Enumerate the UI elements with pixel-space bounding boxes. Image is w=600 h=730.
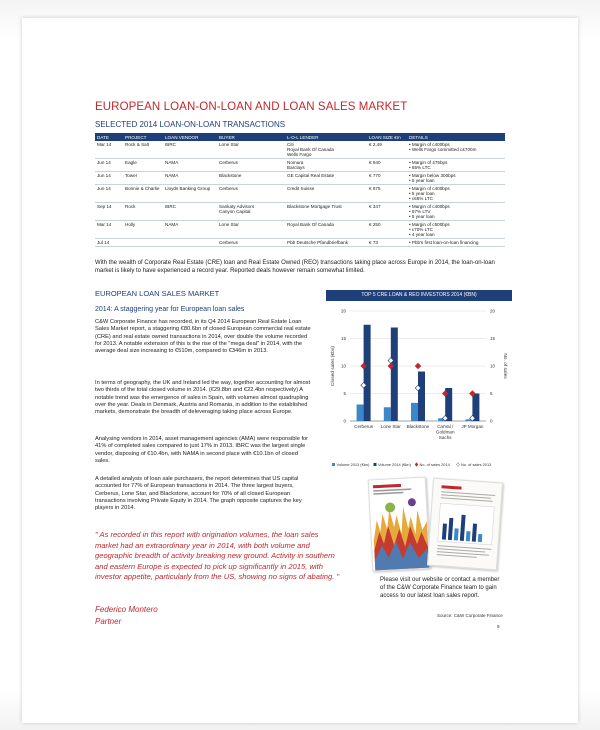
cell-line: Barclays [287,165,305,170]
chart-title: TOP 5 CRE LOAN & REO INVESTORS 2014 (€BN) [326,290,512,301]
table-row [95,141,505,159]
cell-details [407,239,505,247]
section-heading: EUROPEAN LOAN SALES MARKET [95,289,220,298]
cell-buyer: Cerberus [217,185,285,203]
cell-size: € 250 [367,221,407,239]
cell-project: Bonnie & Charlie [123,185,163,203]
cell-lender [285,159,367,172]
cell-line: Blackstone Mortgage Trust [287,204,342,209]
cell-line: • 65% LTC [409,165,431,170]
table-header-row [95,133,505,141]
bar-0-1 [384,407,391,421]
cell-vendor: NAMA [163,172,217,185]
bar-0-0 [357,405,364,422]
cell-details [407,221,505,239]
cell-line: • Pbb's first loan-on-loan financing [409,240,479,245]
cell-project: Rock & Salt [123,141,163,159]
cell-size: € 940 [367,159,407,172]
paragraph-2: In terms of geography, the UK and Ireland led the way, together accounting for almost two thirds of the total closed volume in 2014. (€29.8bn and €22.4bn respectively) A notable trend was the emergence of sales in Spain, with volumes almost quadrupling over the year. Deals in Denmark, Austria and Romania, in addition to the established markets, demonstrate the breadth of deleveraging taking place across Europe. [95,380,311,416]
cell-line: Royal Bank Of Canada [287,147,334,152]
cell-project: Holly [123,221,163,239]
y2-tick-label: 10 [490,363,496,369]
cell-line: Nomura [287,160,304,165]
cell-details [407,159,505,172]
cell-buyer: Cerberus [217,239,285,247]
cell-line: Royal Bank Of Canada [287,222,334,227]
table-row [95,203,505,221]
cell-date: Jun 14 [95,172,123,185]
cell-line: • Margin of c400bps [409,186,450,191]
cell-line: • 57% LTV [409,209,431,214]
cell-date: Mar 14 [95,141,123,159]
y-tick-label: 15 [340,336,346,341]
cell-vendor: IBRC [163,203,217,221]
y2-axis-label: No. of sales [502,353,507,379]
cell-details [407,185,505,203]
bar-1-0 [364,325,371,421]
deal-summary-text: With the wealth of Corporate Real Estate (CRE) loan and Real Estate Owned (REO) transactions taking place across Europe in 2014, the loan-on-loan market is likely to have experienced a record year. Reported deals however remain somewhat limited. [95,260,495,274]
report-page-illustration [428,479,503,571]
cell-line: Canyon Capital [219,209,251,214]
cell-line: Sankaty Advisors [219,204,255,209]
cell-line: • Margin of c500bps [409,222,450,227]
header-loan-size: LOAN SIZE €m [367,133,407,141]
cell-details [407,203,505,221]
report-cover-right [427,478,503,571]
section-subheading: 2014: A staggering year for European loan sales [95,306,245,313]
header-date: DATE [95,133,123,141]
cell-vendor: NAMA [163,221,217,239]
y2-tick-label: 15 [490,336,496,341]
header-project: PROJECT [123,133,163,141]
x-tick-label: Sachs [438,435,452,440]
legend-entry-3: No. of sales 2013 [461,462,492,467]
cell-size: € 770 [367,172,407,185]
cell-project: Eagle [123,159,163,172]
cell-line: • 5 year loan [409,178,435,183]
investors-chart [326,290,512,470]
cell-buyer: Blackstone [217,172,285,185]
cell-line: GE Capital Real Estate [287,173,335,178]
table-row [95,185,505,203]
table-row [95,172,505,185]
cell-project: Rock [123,203,163,221]
cell-buyer: Lone Star [217,141,285,159]
chart-plot [326,301,512,470]
paragraph-4: A detailed analysis of loan sale purchasers, the report determines that US capital accounted for 77% of European transactions in 2014. The three largest buyers, Cerberus, Lone Star, and Blackstone, account for 70% of all closed European transactions involving Private Equity in 2014. The graph opposite captures the key players in 2014. [95,476,302,512]
cell-lender [285,239,367,247]
header-details: DETAILS [407,133,505,141]
cell-line: Citi [287,142,294,147]
cell-size: € 675 [367,185,407,203]
cell-line: • Wells Fargo committed c£700m [409,147,477,152]
cell-date: Jun 14 [95,185,123,203]
pull-quote: " As recorded in this report with origination volumes, the loan sales market had an extraordinary year in 2014, with both volume and geographic breadth of activity breaking new ground. Activity in southern and eastern Europe is expected to pick up significantly in 2015, with investor appetite, particularly from the US, showing no signs of abating. " [95,530,340,581]
legend-swatch-1 [374,463,377,466]
table-row [95,239,505,247]
x-tick-label: Cerberus [354,424,374,429]
cell-line: Credit Suisse [287,186,315,191]
y-tick-label: 20 [340,308,346,314]
x-tick-label: Goldman [435,429,455,435]
cell-project: Tower [123,172,163,185]
cell-vendor: NAMA [163,159,217,172]
header-loan-vendor: LOAN VENDOR [163,133,217,141]
cell-date: Sep 14 [95,203,123,221]
legend-entry-1: Volume 2014 (€bn) [378,462,411,467]
legend-swatch-3 [457,463,460,467]
marker-2-2 [415,363,421,369]
cell-size: € 73 [367,239,407,247]
cell-size: € 347 [367,203,407,221]
y2-tick-label: 0 [490,418,493,424]
cell-date: Mar 14 [95,221,123,239]
cell-buyer [217,203,285,221]
legend-entry-2: No. of sales 2014 [419,462,450,467]
page-number: 9 [497,624,500,629]
cell-lender [285,221,367,239]
report-cover-left [368,477,431,572]
cell-details [407,141,505,159]
report-cover-illustration [369,477,431,571]
y-axis-label: Closed sales (€bn) [331,346,336,386]
cell-line: • Margin of c400bps [409,204,450,209]
bar-1-2 [418,372,425,422]
y2-tick-label: 5 [490,391,493,396]
cell-size: € 2,49 [367,141,407,159]
cell-lender [285,141,367,159]
table-row [95,221,505,239]
x-tick-label: JP Morgan [461,424,484,429]
document-title: EUROPEAN LOAN-ON-LOAN AND LOAN SALES MARKET [95,101,408,113]
transactions-table [95,133,505,247]
cell-lender [285,172,367,185]
legend-entry-0: Volume 2013 (€bn) [336,462,370,467]
cell-line: • Margin below 300bps [409,173,456,178]
cell-line: • 5 year loan [409,214,435,219]
paragraph-3: Analysing vendors in 2014, asset management agencies (AMA) were responsible for 41% of completed sales compared to just 17% in 2013. IBRC was the largest single vendor, disposing of €10.4bn, with NAMA in second place with €10.1bn of closed sales. [95,436,309,464]
cell-date: Jun 14 [95,159,123,172]
cell-lender [285,203,367,221]
cell-vendor: Lloyds Banking Group [163,185,217,203]
cell-line: • 5 year loan [409,191,435,196]
cell-line: • c65% LTC [409,196,433,201]
paragraph-1: C&W Corporate Finance has recorded, in its Q4 2014 European Real Estate Loan Sales Market report, a staggering €80.6bn of closed European commercial real estate (CRE) and real estate owned transactions in 2014, over double the volume recorded for 2013. A notable extension of this is the rise of the "mega deal" in 2014, with the average deal size increasing to €510m, compared to €346m in 2013. [95,319,311,355]
bar-1-1 [391,328,398,422]
cell-buyer: Cerberus [217,159,285,172]
y-tick-label: 0 [343,418,346,424]
cell-vendor: IBRC [163,141,217,159]
x-tick-label: Blackstone [406,424,430,429]
cell-line: • 4 year loan [409,232,435,237]
cell-line: Pbb Deutsche Pfandbriefbank [287,240,349,245]
cell-details [407,172,505,185]
x-tick-label: CarVal / [437,424,454,429]
source-note: Source: C&W Corporate Finance [437,613,503,618]
cell-line: • Margin of 475bps [409,160,448,165]
cell-vendor [163,239,217,247]
bar-0-2 [411,403,418,421]
cell-buyer: Lone Star [217,221,285,239]
cell-line: • c70% LTC [409,227,433,232]
signature-name: Federico Montero [95,605,158,614]
header-lol-lender: L-O-L LENDER [285,133,367,141]
cell-line: • Margin of c400bps [409,142,450,147]
cell-project [123,239,163,247]
y-tick-label: 10 [340,363,346,369]
cell-lender [285,185,367,203]
legend-swatch-0 [332,463,335,466]
header-buyer: BUYER [217,133,285,141]
table-subtitle: SELECTED 2014 LOAN-ON-LOAN TRANSACTIONS [95,120,286,129]
y2-tick-label: 20 [490,308,496,314]
cell-line: Wells Fargo [287,152,312,157]
signature-role: Partner [95,617,122,626]
x-tick-label: Lone Star [380,424,401,429]
cell-date: Jul 14 [95,239,123,247]
table-row [95,159,505,172]
y-tick-label: 5 [343,391,346,396]
legend-swatch-2 [415,463,418,467]
visit-website-text: Please visit our website or contact a member of the C&W Corporate Finance team to gain access to our latest loan sales report. [380,577,500,599]
